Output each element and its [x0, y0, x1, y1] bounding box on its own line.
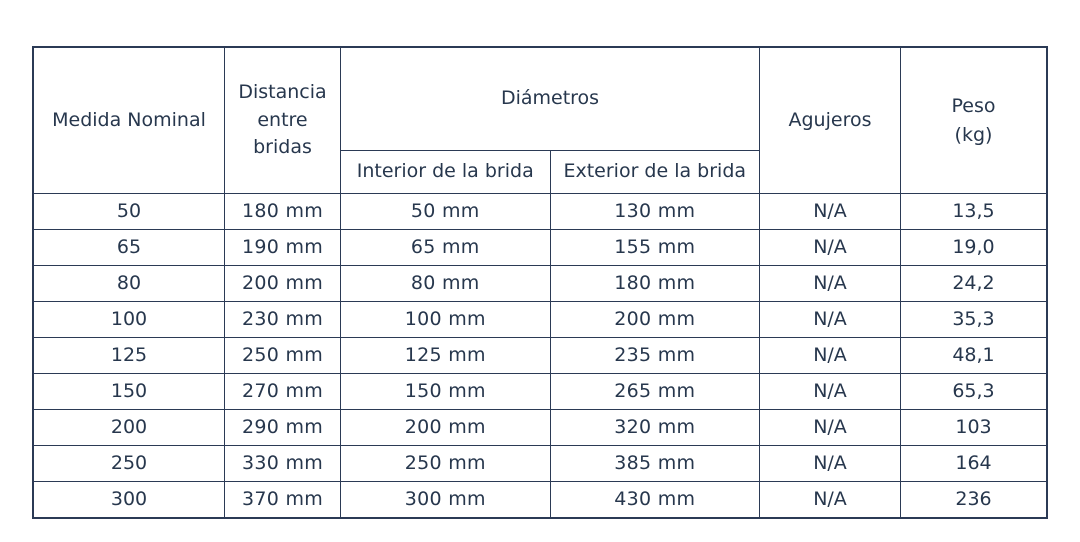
cell-distancia: 370 mm — [225, 482, 341, 519]
cell-distancia: 190 mm — [225, 230, 341, 266]
cell-exterior: 155 mm — [550, 230, 760, 266]
cell-peso: 65,3 — [901, 374, 1048, 410]
cell-agujeros: N/A — [760, 302, 901, 338]
cell-interior: 100 mm — [341, 302, 551, 338]
cell-exterior: 180 mm — [550, 266, 760, 302]
header-medida-nominal: Medida Nominal — [33, 47, 225, 194]
cell-peso: 35,3 — [901, 302, 1048, 338]
header-distancia-entre-bridas — [225, 47, 341, 194]
cell-peso: 48,1 — [901, 338, 1048, 374]
table-row — [33, 338, 1047, 374]
cell-interior: 125 mm — [341, 338, 551, 374]
cell-agujeros: N/A — [760, 482, 901, 519]
table-row — [33, 482, 1047, 519]
cell-distancia: 230 mm — [225, 302, 341, 338]
cell-peso: 164 — [901, 446, 1048, 482]
cell-agujeros: N/A — [760, 194, 901, 230]
cell-interior: 80 mm — [341, 266, 551, 302]
cell-nominal: 300 — [33, 482, 225, 519]
cell-distancia: 330 mm — [225, 446, 341, 482]
cell-distancia: 200 mm — [225, 266, 341, 302]
cell-distancia: 270 mm — [225, 374, 341, 410]
cell-interior: 200 mm — [341, 410, 551, 446]
table-row — [33, 374, 1047, 410]
cell-nominal: 150 — [33, 374, 225, 410]
cell-agujeros: N/A — [760, 230, 901, 266]
header-diametro-interior: Interior de la brida — [341, 151, 551, 194]
header-distancia-line-2: entre — [257, 108, 308, 131]
table-body — [33, 194, 1047, 519]
cell-nominal: 65 — [33, 230, 225, 266]
cell-interior: 300 mm — [341, 482, 551, 519]
cell-nominal: 100 — [33, 302, 225, 338]
header-distancia-line-3: bridas — [253, 136, 312, 159]
cell-peso: 13,5 — [901, 194, 1048, 230]
specification-table — [32, 46, 1048, 519]
cell-agujeros: N/A — [760, 446, 901, 482]
cell-exterior: 265 mm — [550, 374, 760, 410]
cell-exterior: 430 mm — [550, 482, 760, 519]
cell-distancia: 290 mm — [225, 410, 341, 446]
header-distancia-line-1: Distancia — [238, 81, 327, 104]
cell-exterior: 320 mm — [550, 410, 760, 446]
cell-exterior: 235 mm — [550, 338, 760, 374]
header-peso-line-2: (kg) — [954, 123, 993, 146]
cell-interior: 50 mm — [341, 194, 551, 230]
cell-peso: 24,2 — [901, 266, 1048, 302]
cell-distancia: 180 mm — [225, 194, 341, 230]
header-agujeros: Agujeros — [760, 47, 901, 194]
cell-exterior: 130 mm — [550, 194, 760, 230]
cell-nominal: 125 — [33, 338, 225, 374]
cell-peso: 19,0 — [901, 230, 1048, 266]
cell-interior: 65 mm — [341, 230, 551, 266]
cell-interior: 250 mm — [341, 446, 551, 482]
cell-peso: 103 — [901, 410, 1048, 446]
cell-exterior: 200 mm — [550, 302, 760, 338]
cell-agujeros: N/A — [760, 410, 901, 446]
header-diametro-exterior: Exterior de la brida — [550, 151, 760, 194]
table-row — [33, 266, 1047, 302]
cell-agujeros: N/A — [760, 374, 901, 410]
cell-agujeros: N/A — [760, 266, 901, 302]
cell-nominal: 250 — [33, 446, 225, 482]
header-diametros: Diámetros — [341, 47, 760, 151]
cell-peso: 236 — [901, 482, 1048, 519]
header-peso — [901, 47, 1048, 194]
table-head — [33, 47, 1047, 194]
cell-agujeros: N/A — [760, 338, 901, 374]
cell-nominal: 200 — [33, 410, 225, 446]
table-row — [33, 446, 1047, 482]
cell-exterior: 385 mm — [550, 446, 760, 482]
cell-nominal: 50 — [33, 194, 225, 230]
table-row — [33, 410, 1047, 446]
cell-nominal: 80 — [33, 266, 225, 302]
cell-interior: 150 mm — [341, 374, 551, 410]
table-row — [33, 302, 1047, 338]
header-peso-line-1: Peso — [951, 95, 996, 117]
table-row — [33, 194, 1047, 230]
cell-distancia: 250 mm — [225, 338, 341, 374]
table-row — [33, 230, 1047, 266]
header-row-main — [33, 47, 1047, 151]
